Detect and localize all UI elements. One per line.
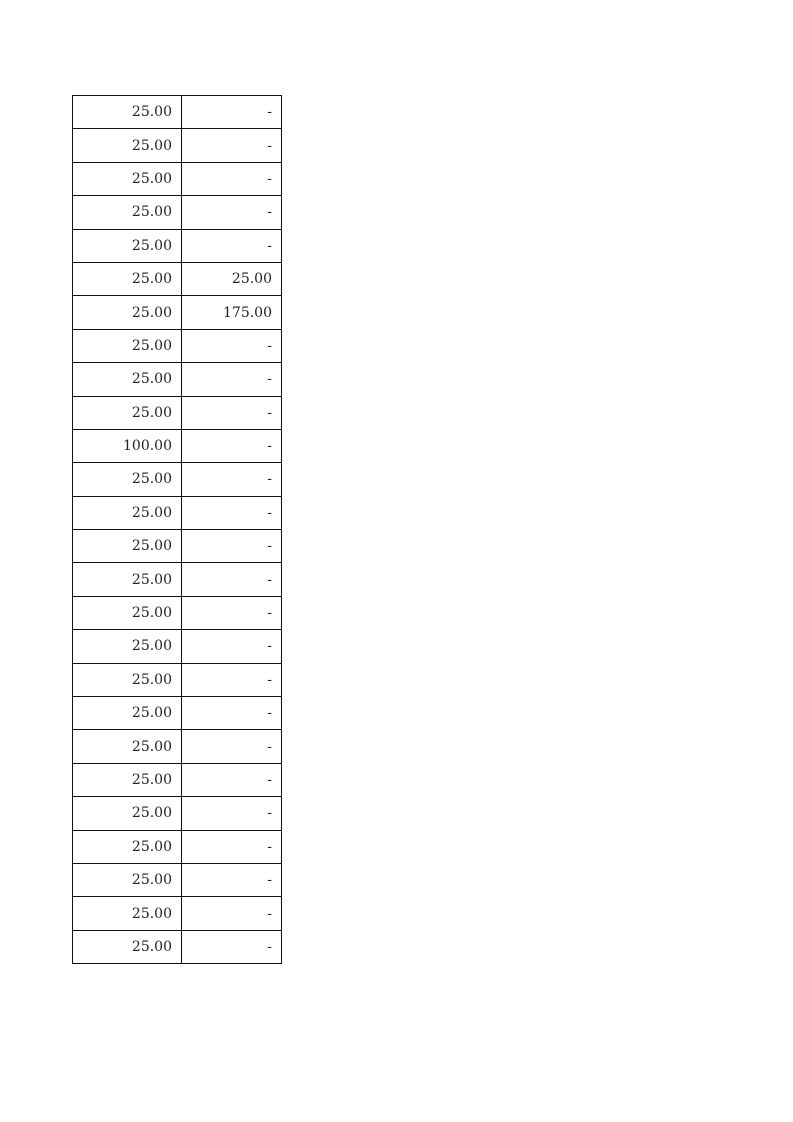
value-cell: - (182, 129, 282, 162)
value-cell: - (182, 363, 282, 396)
amount-cell: 25.00 (73, 496, 182, 529)
table-row (73, 663, 282, 696)
amount-cell: 25.00 (73, 563, 182, 596)
amount-cell: 25.00 (73, 229, 182, 262)
amount-cell: 25.00 (73, 162, 182, 195)
table-row (73, 129, 282, 162)
value-cell: - (182, 229, 282, 262)
table-row (73, 797, 282, 830)
table-row (73, 262, 282, 295)
table-row (73, 96, 282, 129)
amount-cell: 25.00 (73, 863, 182, 896)
table-row (73, 530, 282, 563)
table-body (73, 96, 282, 964)
amount-cell: 100.00 (73, 429, 182, 462)
value-cell: - (182, 196, 282, 229)
table-row (73, 630, 282, 663)
amount-cell: 25.00 (73, 329, 182, 362)
table-row (73, 496, 282, 529)
table-row (73, 697, 282, 730)
amount-table (72, 95, 282, 964)
table-row (73, 930, 282, 963)
amount-cell: 25.00 (73, 830, 182, 863)
amount-cell: 25.00 (73, 630, 182, 663)
amount-cell: 25.00 (73, 596, 182, 629)
amount-cell: 25.00 (73, 730, 182, 763)
value-cell: - (182, 663, 282, 696)
value-cell: - (182, 429, 282, 462)
table-row (73, 730, 282, 763)
table-row (73, 830, 282, 863)
table-row (73, 196, 282, 229)
value-cell: 25.00 (182, 262, 282, 295)
value-cell: - (182, 863, 282, 896)
amount-cell: 25.00 (73, 396, 182, 429)
value-cell: - (182, 830, 282, 863)
amount-cell: 25.00 (73, 129, 182, 162)
table-row (73, 296, 282, 329)
value-cell: - (182, 797, 282, 830)
value-cell: - (182, 897, 282, 930)
amount-cell: 25.00 (73, 697, 182, 730)
amount-cell: 25.00 (73, 296, 182, 329)
value-cell: - (182, 530, 282, 563)
amount-cell: 25.00 (73, 463, 182, 496)
value-cell: - (182, 763, 282, 796)
amount-cell: 25.00 (73, 930, 182, 963)
value-cell: - (182, 730, 282, 763)
amount-cell: 25.00 (73, 797, 182, 830)
value-cell: - (182, 697, 282, 730)
amount-cell: 25.00 (73, 530, 182, 563)
value-cell: - (182, 930, 282, 963)
table-row (73, 429, 282, 462)
value-cell: - (182, 496, 282, 529)
amount-cell: 25.00 (73, 262, 182, 295)
amount-cell: 25.00 (73, 663, 182, 696)
table-row (73, 763, 282, 796)
table-row (73, 396, 282, 429)
table-row (73, 897, 282, 930)
value-cell: - (182, 96, 282, 129)
table-row (73, 162, 282, 195)
table-row (73, 229, 282, 262)
amount-cell: 25.00 (73, 196, 182, 229)
table-row (73, 863, 282, 896)
table-row (73, 329, 282, 362)
table-row (73, 363, 282, 396)
value-cell: - (182, 162, 282, 195)
table-row (73, 463, 282, 496)
value-cell: - (182, 596, 282, 629)
amount-cell: 25.00 (73, 763, 182, 796)
table-row (73, 563, 282, 596)
amount-cell: 25.00 (73, 96, 182, 129)
value-cell: - (182, 463, 282, 496)
value-cell: - (182, 329, 282, 362)
value-cell: - (182, 630, 282, 663)
amount-cell: 25.00 (73, 363, 182, 396)
amount-cell: 25.00 (73, 897, 182, 930)
value-cell: - (182, 396, 282, 429)
value-cell: - (182, 563, 282, 596)
table-row (73, 596, 282, 629)
value-cell: 175.00 (182, 296, 282, 329)
